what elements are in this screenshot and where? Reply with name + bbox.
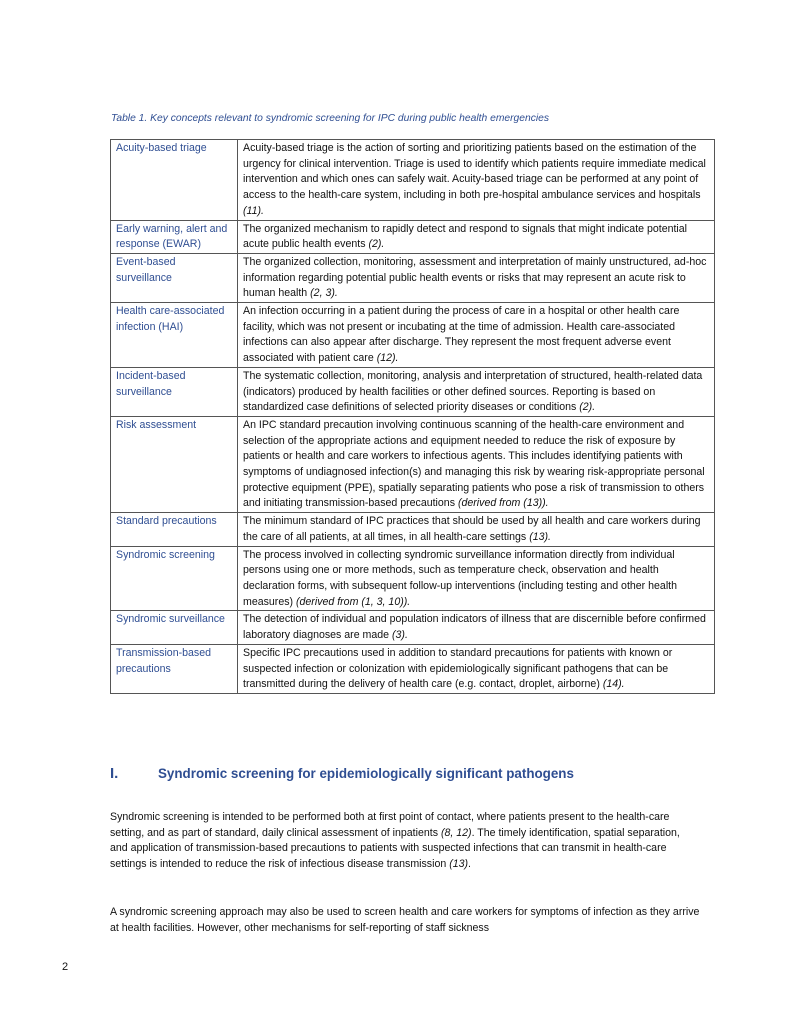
term-cell: Early warning, alert and response (EWAR)	[111, 220, 238, 253]
definition-cell: Acuity-based triage is the action of sorting and prioritizing patients based on the estimation of the urgency for clinical intervention. Triage is used to identify which patients require immediate medical intervention and which ones can safely wait. Acuity-based triage can be performed at any point of access to the health-care system, including in both pre-hospital ambulance services and hospitals (11).	[238, 140, 715, 221]
definition-cell: The organized mechanism to rapidly detect and respond to signals that might indicate potential acute public health events (2).	[238, 220, 715, 253]
citation: (13).	[529, 530, 551, 543]
table-row	[111, 644, 715, 693]
citation: (3).	[392, 629, 408, 642]
definition-cell: The systematic collection, monitoring, analysis and interpretation of structured, health-related data (indicators) produced by health facilities or other defined sources. Reporting is based on standardized case definitions of selected priority diseases or conditions (2).	[238, 367, 715, 416]
table-row	[111, 140, 715, 221]
term-cell: Incident-based surveillance	[111, 367, 238, 416]
citation: (14).	[602, 678, 625, 691]
table-row	[111, 546, 715, 611]
table-row	[111, 611, 715, 644]
definition-cell: An IPC standard precaution involving continuous scanning of the health-care environment and selection of the appropriate actions and equipment needed to reduce the risk of exposure by patients or health and care workers to infectious agents. This includes identifying patients with symptoms of undiagnosed infection(s) and managing this risk by wearing risk-appropriate personal protective equipment (PPE), spatially separating patients who pose a risk of transmission to others and initiating transmission-based precautions (derived from (13)).	[238, 416, 715, 512]
definition-cell: The minimum standard of IPC practices that should be used by all health and care workers during the care of all patients, at all times, in all health-care settings (13).	[238, 513, 715, 546]
body-paragraph: Syndromic screening is intended to be performed both at first point of contact, where patients present to the health-care setting, and as part of standard, daily clinical assessment of inpatients (8, 12). The timely identification, spatial separation, and application of transmission-based precautions to patients with suspected infections that can transmit in health-care settings is intended to reduce the risk of infectious disease transmission (13).	[110, 811, 680, 871]
definition-cell: The process involved in collecting syndromic surveillance information directly from individual persons using one or more methods, such as temperature check, observation and health declaration forms, with subsequent follow-up interventions (including testing and other health measures) (derived from (1, 3, 10)).	[238, 546, 715, 611]
definition-cell: The detection of individual and population indicators of illness that are discernible before confirmed laboratory diagnoses are made (3).	[238, 611, 715, 644]
citation: (2).	[368, 238, 385, 251]
key-concepts-table	[110, 139, 715, 694]
citation: (derived from (1, 3, 10)).	[296, 595, 411, 608]
term-cell: Risk assessment	[111, 416, 238, 512]
page-number: 2	[62, 961, 69, 973]
citation: (derived from (13)).	[457, 497, 549, 510]
table-row	[111, 253, 715, 302]
body-paragraph: A syndromic screening approach may also be used to screen health and care workers for symptoms of infection as they arrive at health facilities. However, other mechanisms for self-reporting of staff sickness	[110, 906, 700, 934]
citation: (12).	[376, 352, 399, 365]
citation: (8, 12)	[440, 826, 472, 839]
table-row	[111, 220, 715, 253]
table-row	[111, 416, 715, 512]
citation: (11).	[243, 204, 264, 217]
term-cell: Standard precautions	[111, 513, 238, 546]
term-cell: Event-based surveillance	[111, 253, 238, 302]
definition-cell: An infection occurring in a patient during the process of care in a hospital or other health care facility, which was not present or incubating at the time of admission. Health care-associated infections can also appear after discharge. They represent the most frequent adverse event associated with patient care (12).	[238, 303, 715, 368]
term-cell: Acuity-based triage	[111, 140, 238, 221]
citation: (2, 3).	[310, 287, 338, 300]
term-cell: Syndromic surveillance	[111, 611, 238, 644]
section-title: Syndromic screening for epidemiologically significant pathogens	[158, 766, 574, 781]
table-row	[111, 513, 715, 546]
term-cell: Transmission-based precautions	[111, 644, 238, 693]
table-row	[111, 303, 715, 368]
table-row	[111, 367, 715, 416]
table-caption: Table 1. Key concepts relevant to syndromic screening for IPC during public health emergencies	[111, 113, 550, 124]
section-number: I.	[110, 765, 119, 782]
term-cell: Health care-associated infection (HAI)	[111, 303, 238, 368]
section-heading	[110, 765, 710, 782]
term-cell: Syndromic screening	[111, 546, 238, 611]
citation: (13)	[449, 858, 469, 871]
citation: (2).	[579, 401, 596, 414]
definition-cell: The organized collection, monitoring, assessment and interpretation of mainly unstructured, ad-hoc information regarding potential public health events or risks that may represent an acute risk to human health (2, 3).	[238, 253, 715, 302]
definition-cell: Specific IPC precautions used in addition to standard precautions for patients with known or suspected infection or colonization with epidemiologically significant pathogens that can be transmitted during the delivery of health care (e.g. contact, droplet, airborne) (14).	[238, 644, 715, 693]
